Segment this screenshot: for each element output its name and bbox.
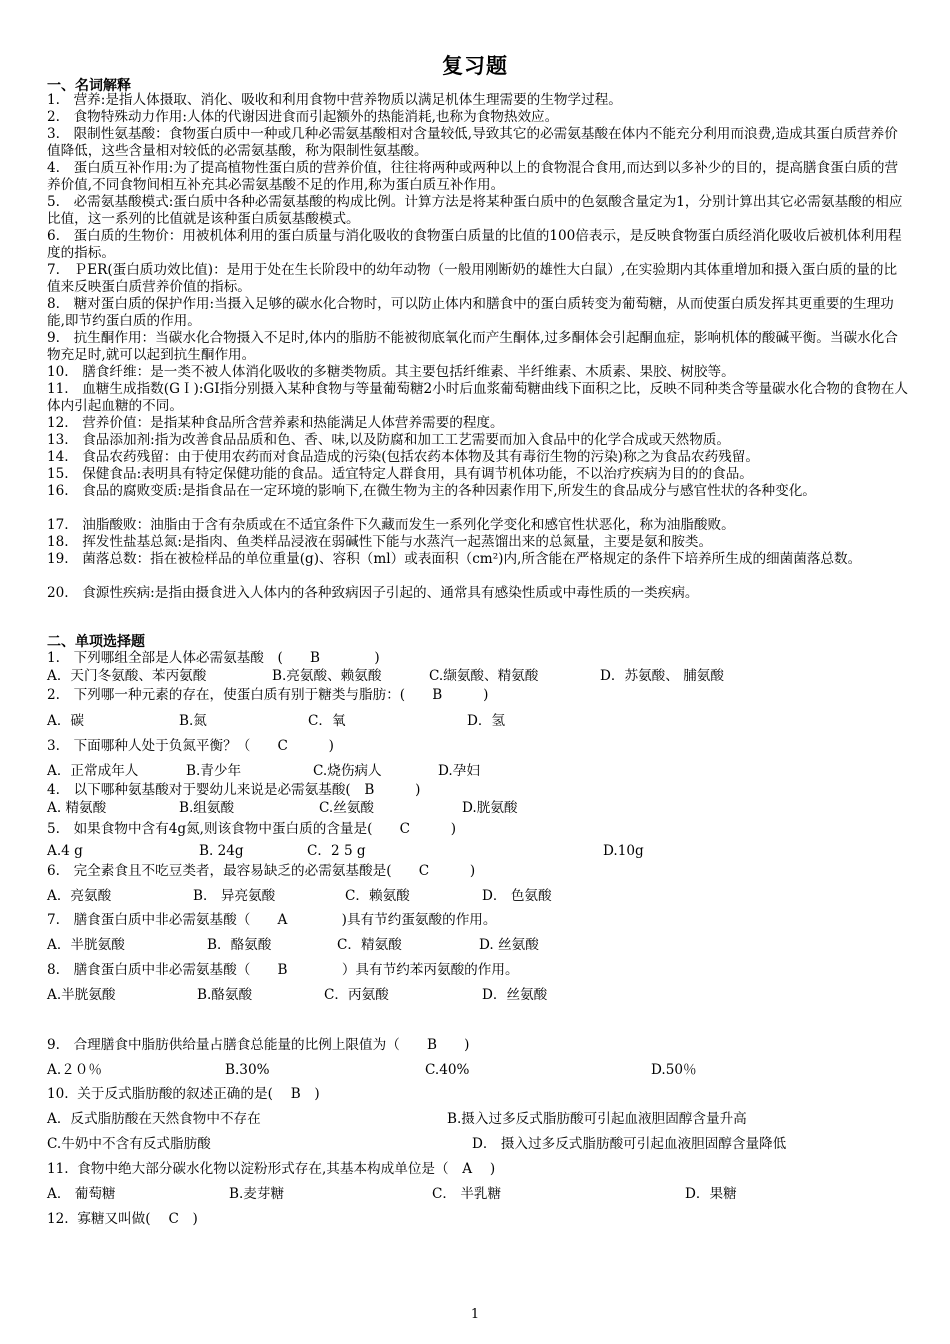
option-d: D．丝氨酸 — [482, 987, 548, 1003]
question-text: 1. 下列哪组全部是人体必需氨基酸 ( B ) — [47, 650, 380, 666]
definition-item: 10. 膳食纤维：是一类不被人体消化吸收的多糖类物质。其主要包括纤维素、半纤维素、木质素、果胶、树胶等。 — [47, 364, 735, 380]
definition-item: 7. ＰER(蛋白质功效比值)：是用于处在生长阶段中的幼年动物（一般用刚断奶的雄性大白鼠）,在实验期内其体重增加和摄入蛋白质的量的比值来反映蛋白质营养价值的指标。 — [47, 262, 898, 295]
question-text: 7. 膳食蛋白质中非必需氨基酸（ A )具有节约蛋氨酸的作用。 — [47, 912, 497, 928]
option-a: A．反式脂肪酸在天然食物中不存在 — [47, 1111, 261, 1127]
option-a: A.半胱氨酸 — [47, 987, 116, 1003]
definition-item: 9. 抗生酮作用：当碳水化合物摄入不足时,体内的脂肪不能被彻底氧化而产生酮体,过多酮体会引起酮血症，影响机体的酸碱平衡。当碳水化合物充足时,就可以起到抗生酮作用。 — [47, 330, 898, 363]
option-b: B.亮氨酸、赖氨酸 — [272, 668, 382, 684]
option-row — [47, 762, 907, 782]
option-b: B.摄入过多反式脂肪酸可引起血液胆固醇含量升高 — [447, 1111, 747, 1127]
definition-item: 8. 糖对蛋白质的保护作用:当摄入足够的碳水化合物时，可以防止体内和膳食中的蛋白质转变为葡萄糖，从而使蛋白质发挥其更重要的生理功能,即节约蛋白质的作用。 — [47, 296, 894, 329]
option-d: D． 色氨酸 — [482, 888, 552, 904]
option-c: C．2 5 g — [307, 843, 366, 859]
option-d: D.10g — [603, 843, 644, 859]
page-number: 1 — [470, 1307, 480, 1322]
option-b: B.麦芽糖 — [229, 1186, 285, 1202]
definition-item: 12. 营养价值：是指某种食品所含营养素和热能满足人体营养需要的程度。 — [47, 415, 504, 431]
option-c: C．氧 — [308, 713, 346, 729]
option-row — [47, 936, 907, 956]
option-c: C.牛奶中不含有反式脂肪酸 — [47, 1136, 211, 1152]
question-text: 2. 下列哪一种元素的存在，使蛋白质有别于糖类与脂肪：( B ) — [47, 687, 489, 703]
option-c: C． 半乳糖 — [432, 1186, 502, 1202]
question-text: 5. 如果食物中含有4g氮,则该食物中蛋白质的含量是( C ) — [47, 821, 457, 837]
page-title: 复习题 — [442, 53, 508, 78]
option-a: A．正常成年人 — [47, 763, 139, 779]
option-d: D．果糖 — [685, 1186, 737, 1202]
definition-item: 6. 蛋白质的生物价：用被机体利用的蛋白质量与消化吸收的食物蛋白质量的比值的100倍表示，是反映食物蛋白质经消化吸收后被机体利用程度的指标。 — [47, 228, 902, 261]
question-text: 9. 合理膳食中脂肪供给量占膳食总能量的比例上限值为（ B ) — [47, 1037, 470, 1053]
option-d: D.胱氨酸 — [462, 800, 518, 816]
definition-item: 4. 蛋白质互补作用:为了提高植物性蛋白质的营养价值，往往将两种或两种以上的食物混合食用,而达到以多补少的目的，提高膳食蛋白质的营养价值,不同食物间相互补充其必需氨基酸不足的作用,称为蛋白质互补作用。 — [47, 160, 899, 193]
question-text: 3. 下面哪种人处于负氮平衡？（ C ) — [47, 738, 334, 754]
definition-item: 18. 挥发性盐基总氮:是指肉、鱼类样品浸液在弱碱性下能与水蒸汽一起蒸馏出来的总氮量，主要是氨和胺类。 — [47, 534, 713, 550]
option-row — [47, 799, 907, 819]
definition-item: 14. 食品农药残留：由于使用农药而对食品造成的污染(包括农药本体物及其有毒衍生物的污染)称之为食品农药残留。 — [47, 449, 759, 465]
option-c: C.缬氨酸、精氨酸 — [429, 668, 539, 684]
section-heading-single-choice: 二、单项选择题 — [47, 634, 145, 650]
option-c: C．精氨酸 — [337, 937, 402, 953]
option-row — [47, 1061, 907, 1081]
option-c: C.40% — [425, 1062, 470, 1078]
definition-item: 3. 限制性氨基酸：食物蛋白质中一种或几种必需氨基酸相对含量较低,导致其它的必需氨基酸在体内不能充分利用而浪费,造成其蛋白质营养价值降低，这些含量相对较低的必需氨基酸，称为限制性氨基酸。 — [47, 126, 898, 159]
option-a: A.4 g — [47, 843, 83, 859]
definition-item: 1. 营养:是指人体摄取、消化、吸收和利用食物中营养物质以满足机体生理需要的生物学过程。 — [47, 92, 622, 108]
option-b: B.青少年 — [186, 763, 242, 779]
definition-item: 13. 食品添加剂:指为改善食品品质和色、香、味,以及防腐和加工工艺需要而加入食品中的化学合成或天然物质。 — [47, 432, 731, 448]
question-text: 4. 以下哪种氨基酸对于婴幼儿来说是必需氨基酸( B ) — [47, 782, 421, 798]
option-a: A．半胱氨酸 — [47, 937, 125, 953]
option-a: A． 葡萄糖 — [47, 1186, 116, 1202]
definition-item: 19. 菌落总数：指在被检样品的单位重量(g)、容积（ml）或表面积（cm²)内,所含能在严格规定的条件下培养所生成的细菌菌落总数。 — [47, 551, 862, 567]
option-c: C．丙氨酸 — [324, 987, 389, 1003]
option-a: A．天门冬氨酸、苯丙氨酸 — [47, 668, 207, 684]
option-b: B． 异亮氨酸 — [193, 888, 276, 904]
option-d: D． 摄入过多反式脂肪酸可引起血液胆固醇含量降低 — [472, 1136, 787, 1152]
definition-item: 11. 血糖生成指数(GＩ):GI指分别摄入某种食物与等量葡萄糖2小时后血浆葡萄糖曲线下面积之比，反映不同种类含等量碳水化合物的食物在人体内引起血糖的不同。 — [47, 381, 908, 414]
definition-item: 5. 必需氨基酸模式:蛋白质中各种必需氨基酸的构成比例。计算方法是将某种蛋白质中的色氨酸含量定为1，分别计算出其它必需氨基酸的相应比值，这一系列的比值就是该种蛋白质氨基酸模式。 — [47, 194, 903, 227]
option-row — [47, 712, 907, 732]
option-d: D.50％ — [651, 1062, 697, 1078]
question-text: 8. 膳食蛋白质中非必需氨基酸（ B ）具有节约苯丙氨酸的作用。 — [47, 962, 519, 978]
section-heading-definitions: 一、名词解释 — [47, 78, 131, 94]
definition-item: 20. 食源性疾病:是指由摄食进入人体内的各种致病因子引起的、通常具有感染性质或中毒性质的一类疾病。 — [47, 585, 699, 601]
definition-item: 2. 食物特殊动力作用:人体的代谢因进食而引起额外的热能消耗,也称为食物热效应。 — [47, 109, 559, 125]
definition-item: 17. 油脂酸败：油脂由于含有杂质或在不适宜条件下久藏而发生一系列化学变化和感官性状恶化，称为油脂酸败。 — [47, 517, 735, 533]
option-row — [47, 1185, 907, 1205]
option-row — [47, 1110, 907, 1130]
question-text: 12. 寡糖又叫做( C ) — [47, 1211, 198, 1227]
option-row — [47, 667, 907, 687]
option-row — [47, 986, 907, 1006]
question-text: 10. 关于反式脂肪酸的叙述正确的是( B ) — [47, 1086, 320, 1102]
option-a: A．亮氨酸 — [47, 888, 112, 904]
option-b: B.氮 — [179, 713, 207, 729]
option-c: C.丝氨酸 — [319, 800, 375, 816]
option-b: B.组氨酸 — [179, 800, 235, 816]
option-c: C．赖氨酸 — [345, 888, 410, 904]
option-row — [47, 1135, 907, 1155]
definition-item: 16. 食品的腐败变质:是指食品在一定环境的影响下,在微生物为主的各种因素作用下,所发生的食品成分与感官性状的各种变化。 — [47, 483, 816, 499]
option-a: A. 精氨酸 — [47, 800, 107, 816]
option-c: C.烧伤病人 — [313, 763, 382, 779]
question-text: 6. 完全素食且不吃豆类者，最容易缺乏的必需氨基酸是( C ) — [47, 863, 476, 879]
option-d: D. 丝氨酸 — [479, 937, 539, 953]
option-a: A．碳 — [47, 713, 85, 729]
question-text: 11. 食物中绝大部分碳水化物以淀粉形式存在,其基本构成单位是（ A ) — [47, 1161, 496, 1177]
option-b: B．酪氨酸 — [207, 937, 272, 953]
option-b: B.酪氨酸 — [197, 987, 253, 1003]
option-row — [47, 887, 907, 907]
option-b: B.30% — [225, 1062, 270, 1078]
option-d: D．氢 — [467, 713, 506, 729]
option-b: B. 24g — [199, 843, 244, 859]
option-a: A.２０％ — [47, 1062, 102, 1078]
option-d: D．苏氨酸、 脯氨酸 — [600, 668, 724, 684]
definition-item: 15. 保健食品:表明具有特定保健功能的食品。适宜特定人群食用，具有调节机体功能，不以治疗疾病为目的的食品。 — [47, 466, 753, 482]
option-row — [47, 842, 907, 862]
option-d: D.孕妇 — [438, 763, 480, 779]
